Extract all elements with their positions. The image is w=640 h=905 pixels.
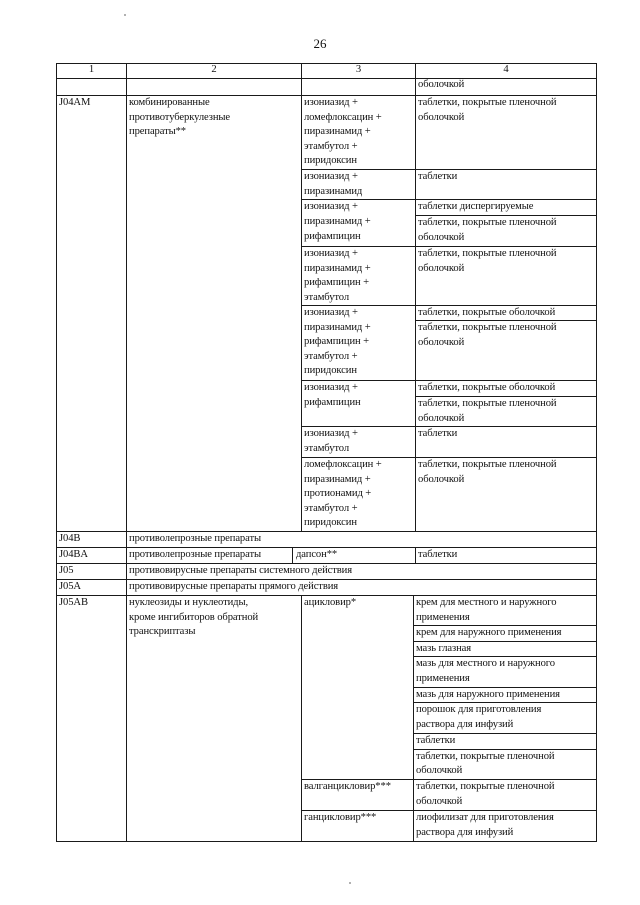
drug-name: этамбутол +	[304, 140, 358, 152]
dosage-form: таблетки, покрытые пленочной	[418, 217, 557, 228]
group-j04am-line-2: противотуберкулезные	[129, 111, 231, 123]
drug-name: рифампицин +	[304, 336, 370, 347]
dosage-form: таблетки, покрытые пленочной	[416, 750, 555, 762]
dosage-form: оболочкой	[416, 795, 463, 807]
page-number: 26	[313, 36, 327, 51]
drug-name: ганцикловир***	[304, 812, 377, 823]
drug-name: изониазид +	[304, 382, 358, 393]
dosage-form: таблетки	[418, 171, 458, 182]
drug-name: рифампицин	[304, 231, 361, 242]
carry-over-form: оболочкой	[418, 79, 465, 90]
dosage-form: мазь глазная	[416, 642, 472, 654]
dosage-form: таблетки, покрытые пленочной	[418, 398, 557, 409]
drug-name: этамбутол	[304, 442, 350, 454]
drug-name: валганцикловир***	[304, 781, 391, 792]
dosage-form: раствора для инфузий	[416, 826, 514, 838]
group-j05ab-line-1: нуклеозиды и нуклеотиды,	[129, 597, 249, 608]
dosage-form: таблетки, покрытые пленочной	[418, 322, 557, 333]
dosage-form: таблетки, покрытые оболочкой	[418, 382, 556, 393]
drug-name: изониазид +	[304, 248, 358, 259]
dosage-form: раствора для инфузий	[416, 718, 514, 730]
dosage-form: таблетки, покрытые пленочной	[418, 248, 557, 259]
dosage-form: оболочкой	[416, 765, 463, 776]
drug-name: ацикловир*	[304, 597, 357, 608]
group-j05ab-line-3: транскриптазы	[129, 626, 196, 637]
dosage-form: таблетки	[416, 735, 456, 746]
dosage-form: оболочкой	[418, 231, 465, 243]
dosage-form: применения	[416, 611, 470, 623]
drug-name: рифампицин +	[304, 277, 370, 288]
drug-name: изониазид +	[304, 201, 358, 212]
group-j04ba: противолепрозные препараты	[129, 549, 261, 560]
drug-name: этамбутол	[304, 291, 350, 303]
dosage-form: таблетки диспергируемые	[418, 201, 534, 212]
drug-name: изониазид +	[304, 97, 358, 108]
drug-name: пиридоксин	[304, 517, 357, 528]
header-col-1: 1	[88, 64, 95, 75]
drug-name: пиридоксин	[304, 365, 357, 376]
drug-name: пиразинамид +	[304, 126, 371, 137]
dosage-form: порошок для приготовления	[416, 704, 542, 715]
drug-name: пиразинамид +	[304, 321, 371, 333]
dosage-form: оболочкой	[418, 412, 465, 424]
header-col-3: 3	[355, 64, 362, 75]
dosage-form: лиофилизат для приготовления	[416, 812, 554, 823]
dosage-form: крем для местного и наружного	[416, 597, 557, 608]
header-col-2: 2	[211, 64, 217, 75]
scan-speck	[124, 14, 126, 16]
drug-name: пиразинамид +	[304, 262, 371, 274]
dosage-form: мазь для наружного применения	[416, 688, 560, 700]
drug-name: ломефлоксацин +	[304, 111, 382, 123]
dosage-form: таблетки, покрытые оболочкой	[418, 307, 556, 318]
header-col-4: 4	[503, 64, 509, 75]
dosage-form: таблетки, покрытые пленочной	[418, 97, 557, 108]
dosage-form: крем для наружного применения	[416, 627, 562, 638]
drug-name: пиразинамид	[304, 185, 363, 197]
drug-name: пиразинамид +	[304, 216, 371, 227]
group-j05a: противовирусные препараты прямого действия	[129, 581, 339, 592]
drug-name: пиридоксин	[304, 155, 357, 166]
dosage-form: таблетки, покрытые пленочной	[418, 459, 557, 470]
drug-name: изониазид +	[304, 171, 358, 182]
row-code-j05: J05	[59, 565, 74, 576]
group-j04am-line-1: комбинированные	[129, 97, 210, 108]
drug-name: пиразинамид +	[304, 473, 371, 485]
dosage-form: оболочкой	[418, 336, 465, 348]
dosage-form: оболочкой	[418, 262, 465, 274]
drug-name: этамбутол +	[304, 502, 358, 514]
dosage-form: таблетки	[418, 549, 458, 560]
dosage-form: мазь для местного и наружного	[416, 658, 555, 669]
drug-name: ломефлоксацин +	[304, 459, 382, 470]
dosage-form: применения	[416, 672, 470, 684]
dosage-form: оболочкой	[418, 473, 465, 485]
drug-name: этамбутол +	[304, 350, 358, 362]
group-j04am-line-3: препараты**	[129, 126, 187, 137]
drug-name: изониазид +	[304, 428, 358, 439]
group-j04b: противолепрозные препараты	[129, 533, 261, 544]
drug-name: рифампицин	[304, 397, 361, 408]
row-code-j04b: J04B	[59, 533, 81, 544]
row-code-j04am: J04AM	[59, 97, 91, 108]
group-j05ab-line-2: кроме ингибиторов обратной	[129, 611, 259, 623]
dosage-form: оболочкой	[418, 111, 465, 123]
drug-name: протионамид +	[304, 488, 372, 499]
row-code-j05a: J05A	[59, 581, 81, 592]
row-code-j05ab: J05AB	[59, 597, 88, 608]
drug-name: изониазид +	[304, 307, 358, 318]
scan-speck	[349, 882, 351, 884]
row-code-j04ba: J04BA	[59, 549, 88, 560]
group-j05: противовирусные препараты системного действия	[129, 565, 353, 576]
dosage-form: таблетки, покрытые пленочной	[416, 781, 555, 792]
dosage-form: таблетки	[418, 428, 458, 439]
drug-name: дапсон**	[296, 549, 338, 560]
